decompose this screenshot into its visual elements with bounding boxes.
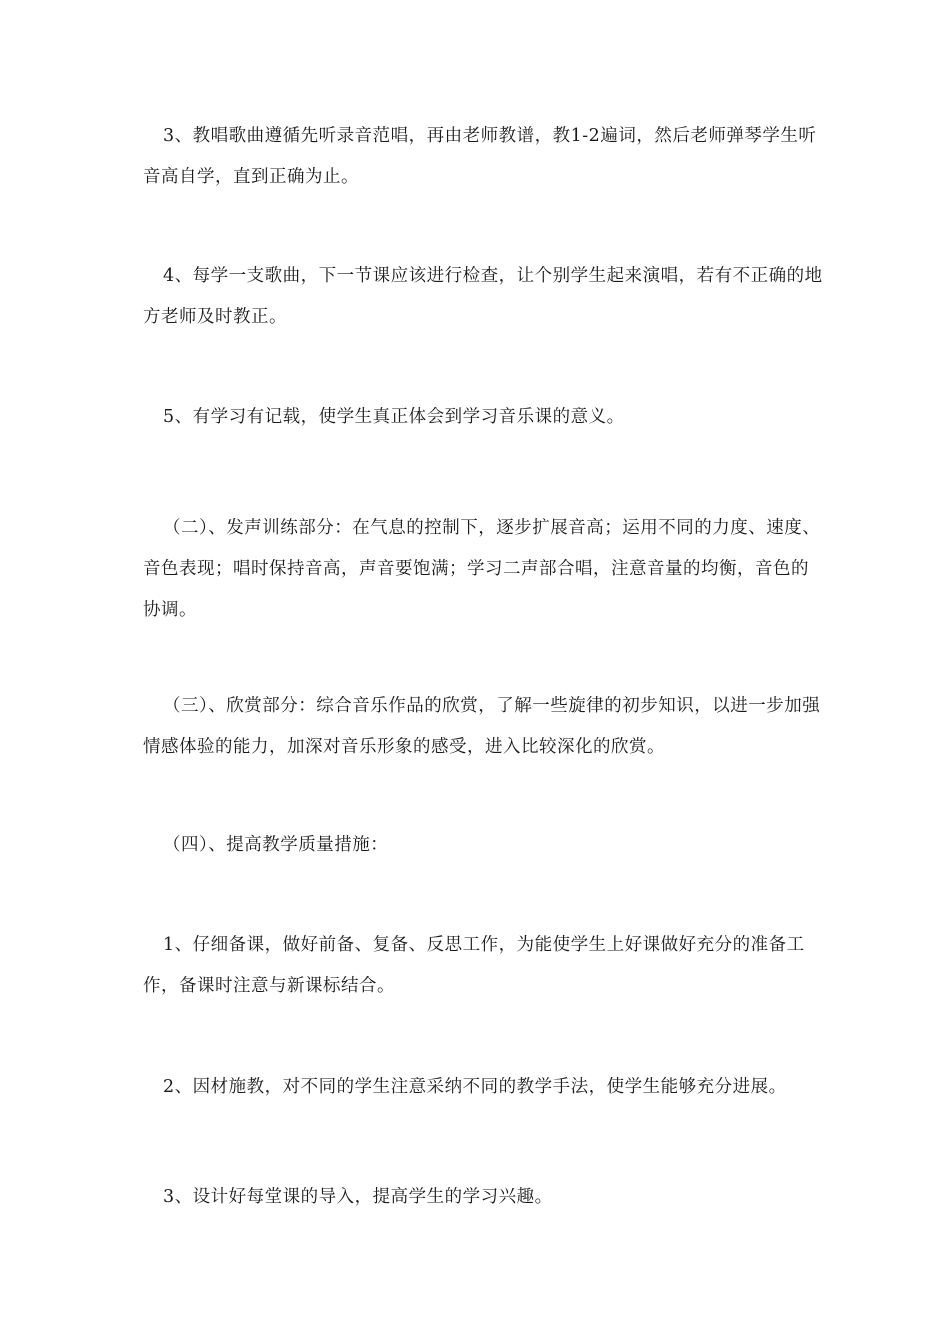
paragraph-appreciation: （三）、欣赏部分：综合音乐作品的欣赏，了解一些旋律的初步知识，以进一步加强情感体验的能力，加深对音乐形象的感受，进入比较深化的欣赏。: [143, 696, 821, 757]
paragraph-learning-record: 5、有学习有记载，使学生真正体会到学习音乐课的意义。: [163, 407, 625, 427]
paragraph-teaching-songs: 3、教唱歌曲遵循先听录音范唱，再由老师教谱，教1-2遍词，然后老师弹琴学生听音高自学，直到正确为止。: [143, 126, 817, 187]
paragraph-lesson-intro: 3、设计好每堂课的导入，提高学生的学习兴趣。: [163, 1187, 553, 1207]
section-heading-quality-measures: （四）、提高教学质量措施：: [163, 835, 389, 855]
paragraph-lesson-prep: 1、仔细备课，做好前备、复备、反思工作，为能使学生上好课做好充分的准备工作，备课时注意与新课标结合。: [143, 935, 805, 996]
paragraph-song-check: 4、每学一支歌曲，下一节课应该进行检查，让个别学生起来演唱，若有不正确的地方老师及时教正。: [143, 266, 823, 327]
paragraph-individualized-teaching: 2、因材施教，对不同的学生注意采纳不同的教学手法，使学生能够充分进展。: [163, 1077, 787, 1097]
paragraph-vocal-training: （二）、发声训练部分：在气息的控制下，逐步扩展音高；运用不同的力度、速度、音色表现；唱时保持音高，声音要饱满；学习二声部合唱，注意音量的均衡，音色的协调。: [143, 518, 821, 620]
